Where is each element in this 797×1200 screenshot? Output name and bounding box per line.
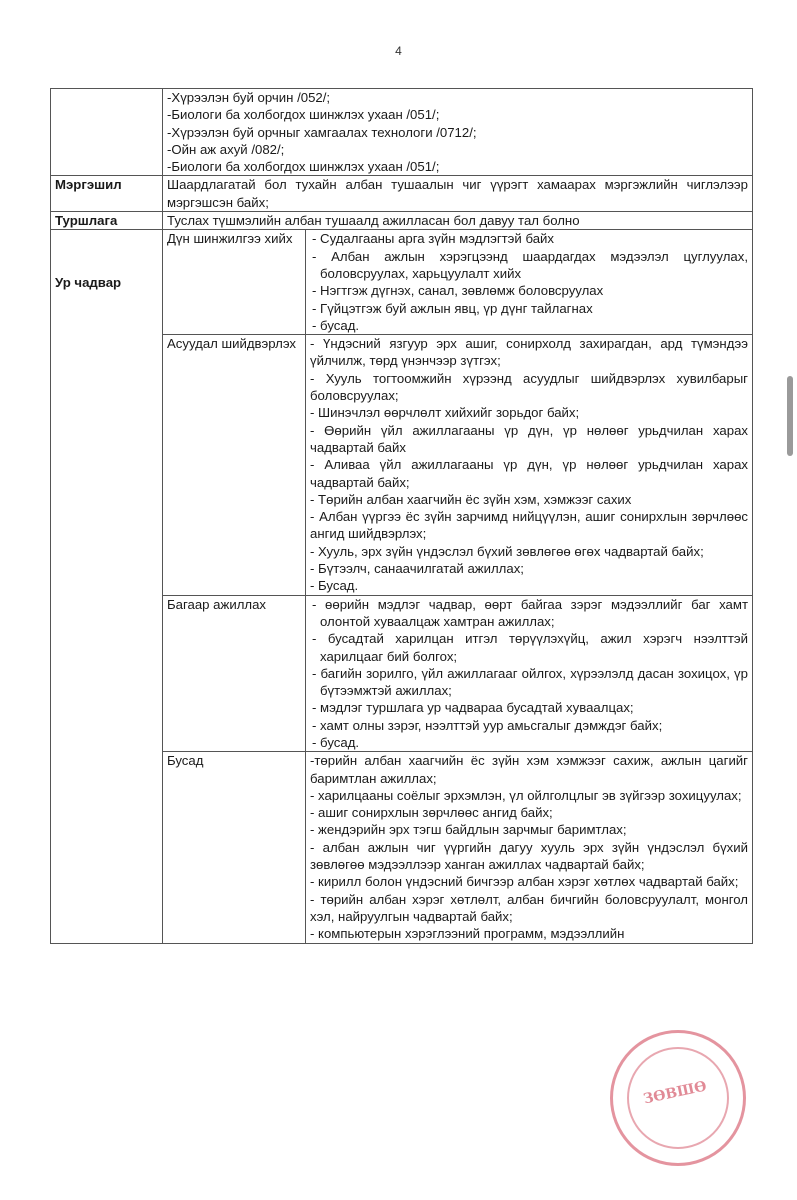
skill-item: - бусад. [312, 734, 360, 750]
skills-label [51, 230, 163, 943]
skill-group-name: Асуудал шийдвэрлэх [163, 335, 306, 595]
skill-group-name: Бусад [163, 752, 306, 943]
skill-item: - Албан үүргээ ёс зүйн зарчимд нийцүүлэн, ашиг сонирхлын зөрчлөөс ангид шийдвэрлэх; [310, 509, 748, 542]
page-number: 4 [395, 44, 402, 58]
education-item: -Хүрээлэн буй орчин /052/; [167, 90, 331, 105]
skill-item: - компьютерын хэрэглээний программ, мэдээллийн [310, 926, 625, 942]
skill-group-items [306, 595, 753, 752]
skill-item: - Албан ажлын хэрэгцээнд шаардагдах мэдээлэл цуглуулах, боловсруулах, харьцуулалт хийх [312, 248, 748, 281]
skill-item: -төрийн албан хаагчийн ёс зүйн хэм хэмжээг сахиж, ажлын цагийг баримтлан ажиллах; [310, 753, 748, 786]
skill-item: - мэдлэг туршлага ур чадвараа бусадтай хуваалцах; [312, 700, 634, 716]
experience-label: Туршлага [51, 212, 163, 230]
skill-item: - кирилл болон үндэсний бичгээр албан хэрэг хөтлөх чадвартай байх; [310, 874, 739, 890]
skill-item: - өөрийн мэдлэг чадвар, өөрт байгаа зэрэг мэдээллийг баг хамт олонтой хуваалцаж хамтран ажиллах; [312, 596, 748, 629]
official-stamp [610, 1030, 746, 1166]
skill-item: - албан ажлын чиг үүргийн дагуу хууль эрх зүйн үндэслэл бүхий зөвлөгөө мэдээллээр ханган ажиллах чадвартай байх; [310, 839, 748, 873]
skill-item: - харилцааны соёлыг эрхэмлэн, үл ойлголцлыг эв зүйгээр зохицуулах; [310, 787, 742, 803]
skill-item: - ашиг сонирхлын зөрчлөөс ангид байх; [310, 805, 553, 821]
skill-item: - бусад. [312, 317, 360, 333]
skill-item: - Нэгтгэж дүгнэх, санал, зөвлөмж боловсруулах [312, 283, 604, 299]
scrollbar-thumb[interactable] [787, 376, 793, 456]
education-row [51, 89, 753, 176]
skill-item: - хамт олны зэрэг, нээлттэй уур амьсгалыг дэмждэг байх; [312, 717, 663, 733]
skill-item: - бусадтай харилцан итгэл төрүүлэхүйц, ажил хэрэгч нээлттэй харилцааг бий болгох; [312, 631, 748, 664]
skill-group-name: Багаар ажиллах [163, 595, 306, 752]
skill-item: - Бусад. [310, 578, 359, 594]
skill-group-items [306, 752, 753, 943]
skill-item: - Үндэсний язгуур эрх ашиг, сонирхолд захирагдан, ард түмэндээ үйлчилж, төрд үнэнчээр зүтгэх; [310, 336, 748, 369]
job-requirements-table [50, 88, 753, 944]
experience-row [51, 212, 753, 230]
skill-group-items [306, 335, 753, 595]
education-item: -Биологи ба холбогдох шинжлэх ухаан /051/; [167, 159, 440, 175]
education-label-cell [51, 89, 163, 176]
skill-item: - Судалгааны арга зүйн мэдлэгтэй байх [312, 231, 554, 247]
education-list [163, 89, 753, 176]
skill-item: - Бүтээлч, санаачилгатай ажиллах; [310, 561, 524, 577]
skills-label-text: Ур чадвар [55, 274, 122, 290]
skill-item: - багийн зорилго, үйл ажиллагааг ойлгох, хүрээлэлд дасан зохицох, үр бүтээмжтэй ажиллах; [312, 665, 748, 699]
education-item: -Ойн аж ахуй /082/; [167, 141, 285, 157]
specialization-row [51, 176, 753, 212]
skill-group-items [306, 230, 753, 335]
experience-text: Туслах түшмэлийн албан тушаалд ажилласан бол давуу тал болно [163, 212, 753, 230]
education-item: -Биологи ба холбогдох шинжлэх ухаан /051/; [167, 107, 440, 123]
skills-row-analysis [51, 230, 753, 335]
skill-item: - Гүйцэтгэж буй ажлын явц, үр дүнг тайлагнах [312, 300, 593, 316]
skill-item: - Өөрийн үйл ажиллагааны үр дүн, үр нөлөөг урьдчилан харах чадвартай байх [310, 422, 748, 455]
skill-group-name: Дүн шинжилгээ хийх [163, 230, 306, 335]
skill-item: - Шинэчлэл өөрчлөлт хийхийг зорьдог байх; [310, 405, 580, 421]
stamp-text: ЗӨВШӨ [642, 1078, 709, 1108]
skill-item: - жендэрийн эрх тэгш байдлын зарчмыг баримтлах; [310, 822, 627, 838]
specialization-text: Шаардлагатай бол тухайн албан тушаалын чиг үүрэгт хамаарах мэргэжлийн чиглэлээр мэргэшсэн байх; [163, 176, 753, 212]
specialization-label: Мэргэшил [51, 176, 163, 212]
education-item: -Хүрээлэн буй орчныг хамгаалах технологи /0712/; [167, 124, 477, 140]
skill-item: - Төрийн албан хаагчийн ёс зүйн хэм, хэмжээг сахих [310, 491, 632, 507]
skill-item: - Хууль, эрх зүйн үндэслэл бүхий зөвлөгөө өгөх чадвартай байх; [310, 543, 704, 559]
skill-item: - Аливаа үйл ажиллагааны үр дүн, үр нөлөөг урьдчилан харах чадвартай байх; [310, 457, 748, 490]
skill-item: - төрийн албан хэрэг хөтлөлт, албан бичгийн боловсруулалт, монгол хэл, найруулгын чадвартай байх; [310, 891, 748, 924]
skill-item: - Хууль тогтоомжийн хүрээнд асуудлыг шийдвэрлэх хувилбарыг боловсруулах; [310, 370, 748, 404]
